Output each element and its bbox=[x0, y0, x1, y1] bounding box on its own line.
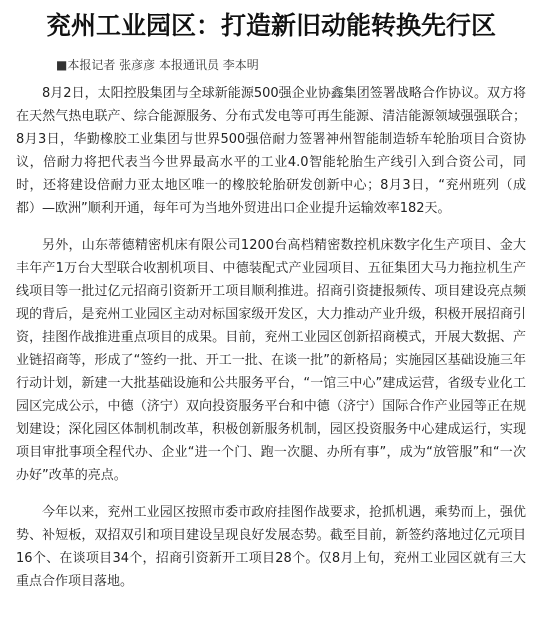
article-byline: ■本报记者 张彦彦 本报通讯员 李本明 bbox=[56, 58, 259, 72]
article-body bbox=[16, 82, 526, 593]
article-paragraph-3: 今年以来，兖州工业园区按照市委市政府挂图作战要求，抢抓机遇，乘势而上，强优势、补短板，双招双引和项目建设呈现良好发展态势。截至目前，新签约落地过亿元项目16个、在谈项目34个，招商引资新开工项目28个。仅8月上旬，兖州工业园区就有三大重点合作项目落地。 bbox=[16, 505, 526, 589]
article-paragraph-2: 另外，山东蒂德精密机床有限公司1200台高档精密数控机床数字化生产项目、金大丰年产1万台大型联合收割机项目、中德装配式产业园项目、五征集团大马力拖拉机生产线项目等一批过亿元招商引资新开工项目顺利推进。招商引资捷报频传、项目建设亮点频现的背后，是兖州工业园区主动对标国家级开发区，大力推动产业升级，积极开展招商引资，挂图作战推进重点项目的成果。目前，兖州工业园区创新招商模式，开展大数据、产业链招商等，形成了“签约一批、开工一批、在谈一批”的新格局；实施园区基础设施三年行动计划，新建一大批基础设施和公共服务平台，“一馆三中心”建成运营，省级专业化工园区完成公示，中德（济宁）双向投资服务平台和中德（济宁）国际合作产业园等正在规划建设；深化园区体制机制改革，积极创新服务机制，园区投资服务中心建成运行，实现项目审批事项全程代办、企业“进一个门、跑一次腿、办所有事”，成为“放管服”和“一次办好”改革的亮点。 bbox=[16, 238, 526, 483]
article-title: 兖州工业园区：打造新旧动能转换先行区 bbox=[45, 11, 496, 40]
article-paragraph-1: 8月2日，太阳控股集团与全球新能源500强企业协鑫集团签署战略合作协议。双方将在天然气热电联产、综合能源服务、分布式发电等可再生能源、清洁能源领域强强联合；8月3日，华勤橡胶工业集团与世界500强倍耐力签署神州智能制造轿车轮胎项目合资协议，倍耐力将把代表当今世界最高水平的工业4.0智能轮胎生产线引入到合资公司，同时，还将建设倍耐力亚太地区唯一的橡胶轮胎研发创新中心；8月3日，“兖州班列（成都）—欧洲”顺利开通，每年可为当地外贸进出口企业提升运输效率182天。 bbox=[16, 86, 526, 216]
